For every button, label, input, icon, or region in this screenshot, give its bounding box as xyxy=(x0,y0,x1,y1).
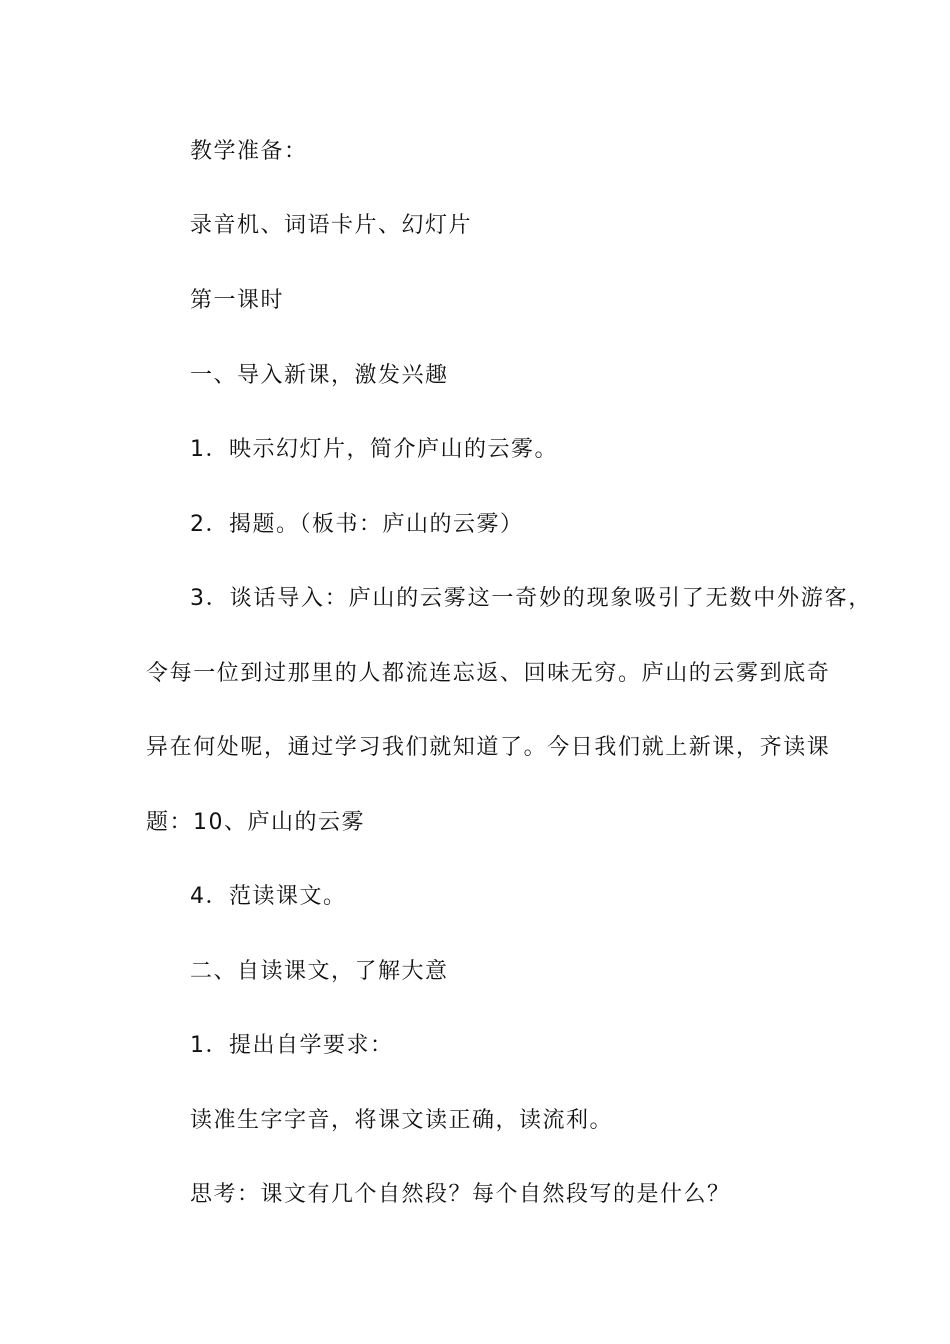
section-heading-intro: 一、导入新课，激发兴趣 xyxy=(190,363,449,388)
list-item-2: 2．揭题。（板书：庐山的云雾） xyxy=(190,512,524,537)
section-heading-first-lesson: 第一课时 xyxy=(190,288,285,313)
paragraph-thinking-question: 思考：课文有几个自然段？每个自然段写的是什么？ xyxy=(190,1182,731,1207)
list-item-4: 4．范读课文。 xyxy=(190,884,347,909)
paragraph-reading-requirement: 读准生字字音，将课文读正确，读流利。 xyxy=(190,1108,614,1133)
list-item-3-line-1: 3．谈话导入：庐山的云雾这一奇妙的现象吸引了无数中外游客， xyxy=(190,586,873,611)
section-heading-teaching-prep: 教学准备： xyxy=(190,139,308,164)
list-item-3-line-4: 题：10、庐山的云雾 xyxy=(146,810,365,835)
paragraph-materials: 录音机、词语卡片、幻灯片 xyxy=(190,213,473,238)
list-item-3-line-3: 异在何处呢，通过学习我们就知道了。今日我们就上新课，齐读课 xyxy=(146,735,831,760)
list-item-3-line-2: 令每一位到过那里的人都流连忘返、回味无穷。庐山的云雾到底奇 xyxy=(146,661,831,686)
list-item-1: 1．映示幻灯片，简介庐山的云雾。 xyxy=(190,437,558,462)
list-item-self-study: 1．提出自学要求： xyxy=(190,1033,394,1058)
section-heading-self-reading: 二、自读课文，了解大意 xyxy=(190,959,449,984)
